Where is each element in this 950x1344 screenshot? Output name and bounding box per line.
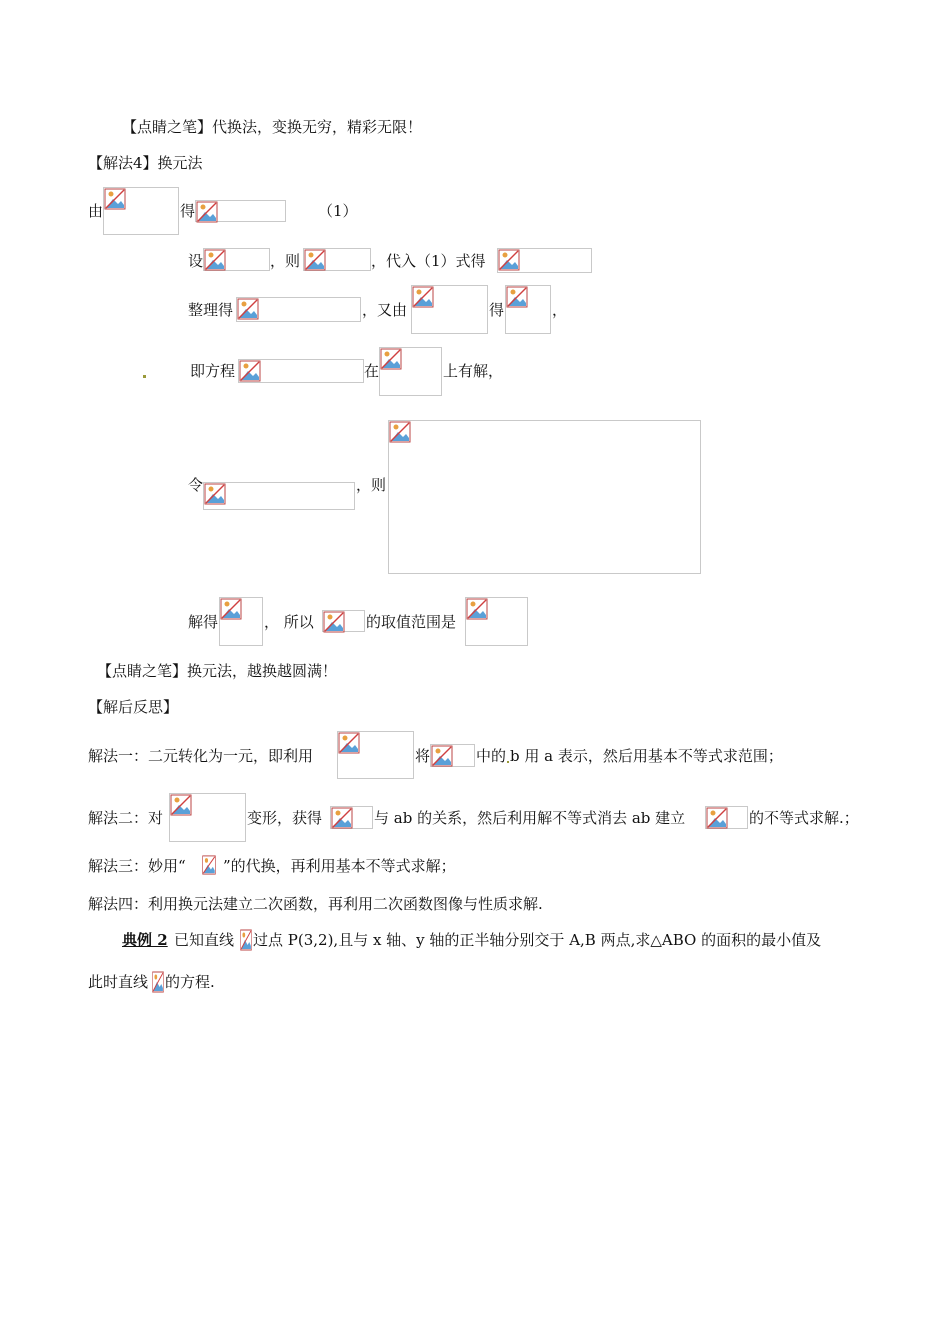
formula-image (379, 347, 442, 396)
text-zhongde: 中的 (476, 747, 507, 765)
text-you: 由 (88, 202, 104, 220)
broken-image-icon (204, 249, 226, 271)
method-1-text: 解法一：二元转化为一元，即利用 (88, 747, 314, 765)
text-has-solution: 上有解， (443, 362, 504, 380)
method-3-text: 解法三：妙用“ (88, 857, 186, 875)
formula-image (337, 731, 414, 779)
formula-image (322, 610, 365, 632)
formula-image (236, 297, 361, 322)
broken-image-icon (237, 298, 259, 320)
text-ze: ，则 (270, 252, 301, 270)
text-de: 得 (180, 202, 196, 220)
text-comma: ， (552, 301, 568, 319)
text-arrange: 整理得 (188, 301, 234, 319)
broken-image-icon (170, 794, 192, 816)
text-solve: 解得 (188, 613, 219, 631)
formula-image (430, 744, 475, 767)
text-in: 在 (364, 362, 380, 380)
formula-image-small (202, 855, 216, 875)
method-1-rest: b 用 a 表示，然后用基本不等式求范围； (510, 747, 783, 765)
broken-image-icon (323, 611, 345, 633)
method-3-rest: ”的代换，再利用基本不等式求解； (223, 857, 456, 875)
broken-image-icon (506, 286, 528, 308)
broken-image-icon (498, 249, 520, 271)
broken-image-icon (239, 360, 261, 382)
formula-image (203, 482, 355, 510)
broken-image-icon (706, 807, 728, 829)
broken-image-icon (338, 732, 360, 754)
broken-image-icon (152, 971, 164, 993)
broken-image-icon (389, 421, 411, 443)
example-label: 典例 2 (122, 931, 168, 949)
method-4-heading: 【解法4】换元法 (88, 154, 203, 172)
method-2-middle: 与 ab 的关系，然后利用解不等式消去 ab 建立 (374, 809, 686, 827)
text-substitute: ，代入（1）式得 (371, 252, 486, 270)
text-let: 令 (188, 476, 204, 494)
formula-image (411, 285, 488, 334)
text-jiang: 将 (415, 747, 431, 765)
example-text-d: 的方程. (165, 973, 215, 991)
formula-image (203, 248, 270, 271)
broken-image-icon (104, 188, 126, 210)
text-transform: 变形，获得 (247, 809, 323, 827)
broken-image-icon (331, 807, 353, 829)
broken-image-icon (240, 929, 252, 951)
broken-image-icon (202, 855, 216, 875)
highlight-note-2: 【点睛之笔】换元法，越换越圆满！ (97, 662, 338, 680)
stray-dot (507, 761, 509, 763)
text-she: 设 (188, 252, 204, 270)
equation-number: （1） (318, 202, 358, 220)
method-2-end: 的不等式求解.； (749, 809, 859, 827)
formula-image (330, 806, 373, 829)
example-text-c: 此时直线 (88, 973, 149, 991)
text-so: ， 所以 (264, 613, 314, 631)
example-text-a: 已知直线 (174, 931, 235, 949)
stray-dot (143, 375, 146, 378)
text-range: 的取值范围是 (366, 613, 457, 631)
formula-image (497, 248, 592, 273)
formula-image (705, 806, 748, 829)
formula-image (465, 597, 528, 646)
broken-image-icon (412, 286, 434, 308)
broken-image-icon (380, 348, 402, 370)
formula-image (103, 187, 179, 235)
formula-image (195, 200, 286, 222)
formula-image-small (240, 929, 252, 951)
highlight-note-1: 【点睛之笔】代换法，变换无穷，精彩无限！ (122, 118, 423, 136)
formula-image (219, 597, 263, 646)
formula-image-small (152, 971, 164, 993)
formula-image (238, 359, 364, 383)
method-4-text: 解法四：利用换元法建立二次函数，再利用二次函数图像与性质求解. (88, 895, 543, 913)
broken-image-icon (220, 598, 242, 620)
text-equation: 即方程 (190, 362, 236, 380)
reflection-heading: 【解后反思】 (88, 698, 179, 716)
broken-image-icon (196, 201, 218, 223)
formula-image (303, 248, 371, 271)
text-then: ，则 (356, 476, 387, 494)
broken-image-icon (431, 745, 453, 767)
formula-image (505, 285, 551, 334)
formula-image-large (388, 420, 701, 574)
broken-image-icon (466, 598, 488, 620)
method-2-text: 解法二：对 (88, 809, 164, 827)
broken-image-icon (204, 483, 226, 505)
formula-image (169, 793, 246, 842)
broken-image-icon (304, 249, 326, 271)
example-text-b: 过点 P(3,2),且与 x 轴、y 轴的正半轴分别交于 A,B 两点,求△ABO 的面积的最小值及 (253, 931, 822, 949)
text-de: 得 (489, 301, 505, 319)
text-and-by: ，又由 (362, 301, 408, 319)
